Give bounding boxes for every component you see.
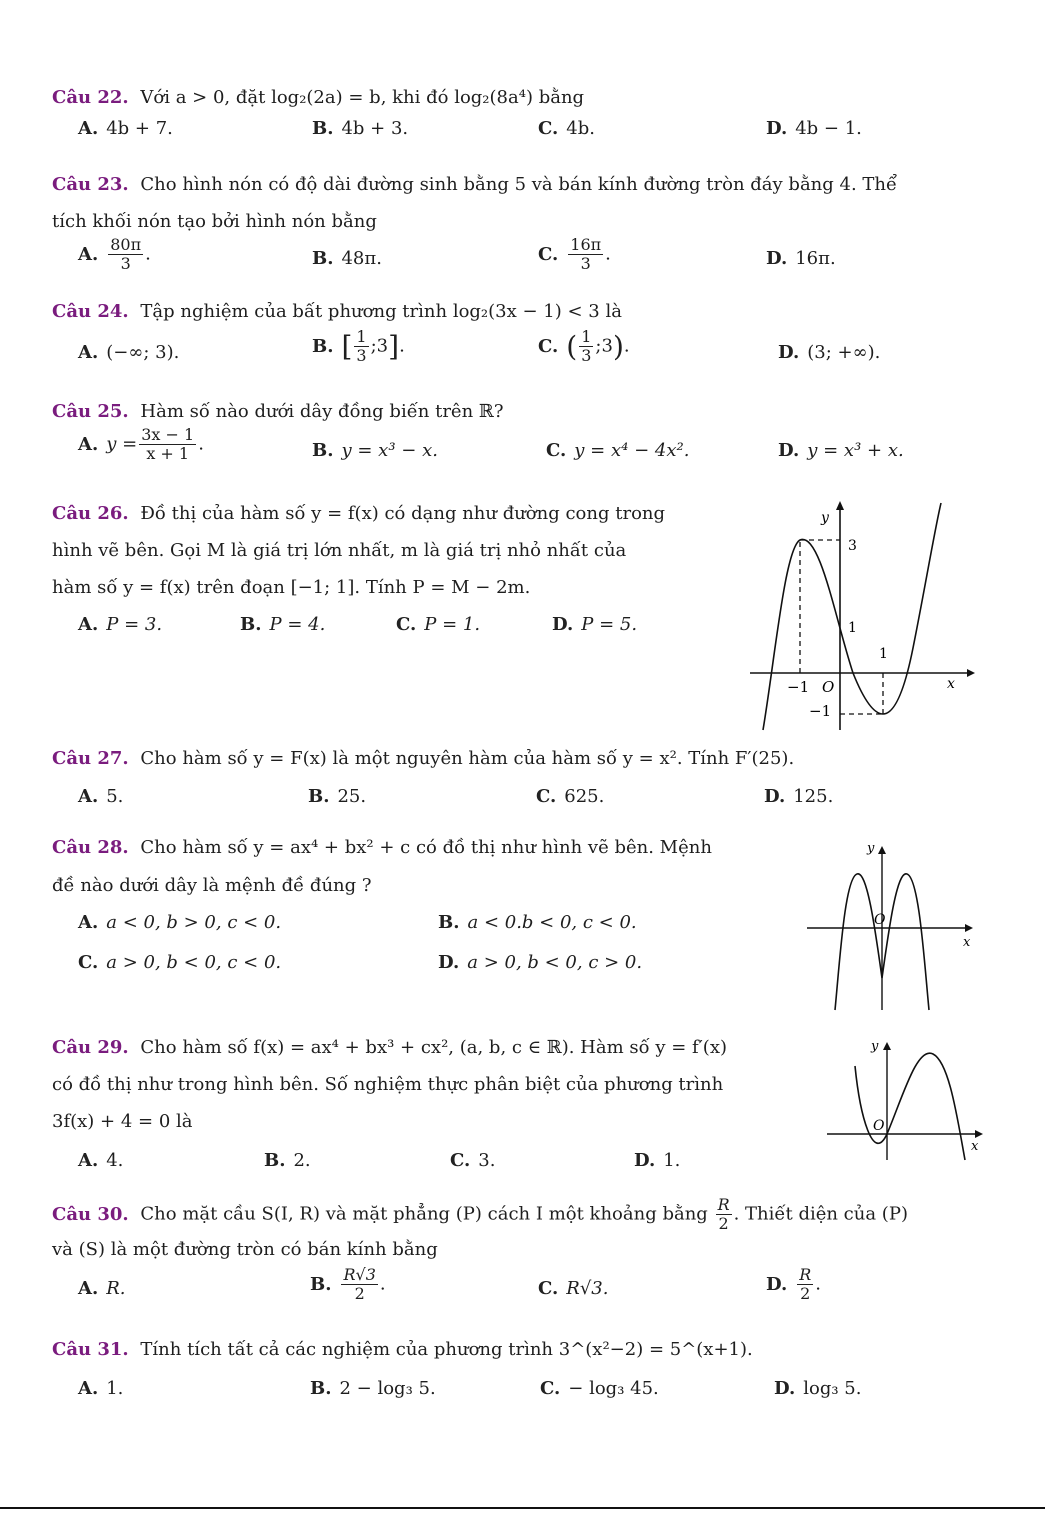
option-b[interactable]: B. 2. <box>264 1150 311 1171</box>
option-a[interactable]: A. 4. <box>78 1150 124 1171</box>
question-number: Câu 22. <box>52 87 129 108</box>
x-arrow-icon <box>967 669 975 677</box>
option-b[interactable]: B. P = 4. <box>240 614 326 635</box>
question-28 <box>52 834 712 862</box>
y-label: y <box>867 841 875 856</box>
option-b[interactable]: B. a < 0.b < 0, c < 0. <box>438 912 637 933</box>
x-label: x <box>947 676 955 692</box>
option-c[interactable]: C. − log₃ 45. <box>540 1378 659 1399</box>
y-arrow-icon <box>878 846 886 854</box>
options-24 <box>78 328 978 382</box>
question-number: Câu 24. <box>52 301 129 322</box>
option-a[interactable]: A. 4b + 7. <box>78 118 173 139</box>
question-26 <box>52 500 692 528</box>
option-b[interactable]: B. 4b + 3. <box>312 118 409 139</box>
option-d[interactable]: D. (3; +∞). <box>778 342 881 363</box>
graph-29 <box>825 1036 985 1164</box>
option-a[interactable]: A. P = 3. <box>78 614 163 635</box>
option-d[interactable]: D. 1. <box>634 1150 681 1171</box>
question-27 <box>52 745 794 773</box>
option-d[interactable]: D. 125. <box>764 786 834 807</box>
options-31 <box>78 1378 978 1414</box>
question-29-line2: có đồ thị như trong hình bên. Số nghiệm thực phân biệt của phương trình <box>52 1074 724 1095</box>
question-text: Cho hàm số y = F(x) là một nguyên hàm của hàm số y = x². Tính F′(25). <box>140 748 795 769</box>
option-b[interactable]: B. $\frac{R√3}{2}$ . <box>310 1265 386 1303</box>
question-number: Câu 23. <box>52 174 129 195</box>
question-number: Câu 29. <box>52 1037 129 1058</box>
tick-3: 3 <box>848 538 857 554</box>
question-text: Tập nghiệm của bất phương trình log₂(3x − 1) < 3 là <box>140 301 622 322</box>
option-b[interactable]: B. 48π. <box>312 248 382 269</box>
question-23-line2: tích khối nón tạo bởi hình nón bằng <box>52 211 377 232</box>
options-28-row1 <box>78 912 778 948</box>
question-text: Đồ thị của hàm số y = f(x) có dạng như đường cong trong <box>140 503 666 524</box>
question-30 <box>52 1196 908 1233</box>
question-28-line2: đề nào dưới dây là mệnh đề đúng ? <box>52 875 372 896</box>
options-29 <box>78 1150 778 1186</box>
option-a[interactable]: A. $\frac{80\pi}{3}$ . <box>78 235 151 273</box>
option-c[interactable]: C. y = x⁴ − 4x². <box>546 440 690 461</box>
y-arrow-icon <box>883 1042 891 1050</box>
option-d[interactable]: D. a > 0, b < 0, c > 0. <box>438 952 643 973</box>
question-29 <box>52 1034 727 1062</box>
question-text: Hàm số nào dưới dây đồng biến trên ℝ? <box>140 401 504 422</box>
question-26-line3: hàm số y = f(x) trên đoạn [−1; 1]. Tính P = M − 2m. <box>52 577 531 598</box>
question-text: Tính tích tất cả các nghiệm của phương trình 3^(x²−2) = 5^(x+1). <box>140 1339 753 1360</box>
option-d[interactable]: D. 16π. <box>766 248 836 269</box>
option-c[interactable]: C. ( $\frac{1}{3}$ ;3). <box>538 327 630 365</box>
option-c[interactable]: C. 4b. <box>538 118 595 139</box>
fraction-numerator: R <box>717 1195 730 1214</box>
question-number: Câu 28. <box>52 837 129 858</box>
option-a[interactable]: A. 5. <box>78 786 124 807</box>
fraction-denominator: 2 <box>718 1214 729 1233</box>
option-c[interactable]: C. 3. <box>450 1150 496 1171</box>
question-text: Cho hàm số y = ax⁴ + bx² + c có đồ thị như hình vẽ bên. Mệnh <box>140 837 712 858</box>
origin-label: O <box>874 912 886 928</box>
question-29-line3: 3f(x) + 4 = 0 là <box>52 1111 193 1132</box>
option-d[interactable]: D. y = x³ + x. <box>778 440 904 461</box>
option-b[interactable]: B. y = x³ − x. <box>312 440 438 461</box>
page-bottom-rule <box>0 1507 1045 1509</box>
option-b[interactable]: B. 2 − log₃ 5. <box>310 1378 436 1399</box>
options-25 <box>78 426 978 480</box>
option-d[interactable]: D. 4b − 1. <box>766 118 862 139</box>
option-a[interactable]: A. a < 0, b > 0, c < 0. <box>78 912 282 933</box>
question-number: Câu 31. <box>52 1339 129 1360</box>
question-number: Câu 25. <box>52 401 129 422</box>
option-d[interactable]: D. $\frac{R}{2}$ . <box>766 1265 822 1303</box>
question-text: Cho hình nón có độ dài đường sinh bằng 5 và bán kính đường tròn đáy bằng 4. Thể <box>140 174 898 195</box>
question-text: Với a > 0, đặt log₂(2a) = b, khi đó log₂(8a⁴) bằng <box>140 87 585 108</box>
question-number: Câu 26. <box>52 503 129 524</box>
option-c[interactable]: C. $\frac{16\pi}{3}$ . <box>538 235 611 273</box>
option-d[interactable]: D. log₃ 5. <box>774 1378 862 1399</box>
option-c[interactable]: C. R√3. <box>538 1278 609 1299</box>
x-arrow-icon <box>965 924 973 932</box>
graph-28 <box>805 838 975 1013</box>
x-arrow-icon <box>975 1130 983 1138</box>
question-text: Cho hàm số f(x) = ax⁴ + bx³ + cx², (a, b, c ∈ ℝ). Hàm số y = f′(x) <box>140 1037 727 1058</box>
question-text: Cho mặt cầu S(I, R) và mặt phẳng (P) cách I một khoảng bằng <box>140 1203 708 1225</box>
question-26-line2: hình vẽ bên. Gọi M là giá trị lớn nhất, m là giá trị nhỏ nhất của <box>52 540 627 561</box>
question-number: Câu 27. <box>52 748 129 769</box>
options-23 <box>78 236 978 286</box>
options-22 <box>78 118 978 154</box>
options-26 <box>78 614 698 650</box>
option-a[interactable]: A. y = $\frac{3x - 1}{x + 1}$ . <box>78 425 204 463</box>
question-22 <box>52 84 584 112</box>
option-a[interactable]: A. 1. <box>78 1378 124 1399</box>
option-a[interactable]: A. R. <box>78 1278 126 1299</box>
origin-label: O <box>822 678 835 696</box>
curve <box>855 1053 965 1160</box>
option-c[interactable]: C. P = 1. <box>396 614 481 635</box>
y-label: y <box>871 1039 879 1054</box>
question-number: Câu 30. <box>52 1203 129 1225</box>
origin-label: O <box>873 1118 885 1134</box>
option-b[interactable]: B. 25. <box>308 786 367 807</box>
question-text-tail: . Thiết diện của (P) <box>733 1203 908 1225</box>
question-30-line2: và (S) là một đường tròn có bán kính bằng <box>52 1239 438 1260</box>
option-b[interactable]: B. [ $\frac{1}{3}$ ;3]. <box>312 327 405 365</box>
options-30 <box>78 1266 978 1316</box>
option-c[interactable]: C. a > 0, b < 0, c < 0. <box>78 952 282 973</box>
y-label: y <box>821 510 829 526</box>
tick-minus1-x: −1 <box>787 678 810 696</box>
options-27 <box>78 786 978 822</box>
x-label: x <box>963 935 971 950</box>
option-d[interactable]: D. P = 5. <box>552 614 638 635</box>
x-label: x <box>971 1139 979 1154</box>
options-28-row2 <box>78 952 778 988</box>
y-arrow-icon <box>836 501 844 510</box>
option-a[interactable]: A. (−∞; 3). <box>78 342 180 363</box>
question-25 <box>52 398 504 426</box>
question-text-line2 <box>0 202 52 223</box>
question-31 <box>52 1336 753 1364</box>
tick-minus1-y: −1 <box>809 702 832 720</box>
option-c[interactable]: C. 625. <box>536 786 605 807</box>
question-24 <box>52 298 622 326</box>
tick-1-y: 1 <box>848 620 857 636</box>
graph-26 <box>745 498 975 733</box>
tick-1-x: 1 <box>879 646 888 662</box>
